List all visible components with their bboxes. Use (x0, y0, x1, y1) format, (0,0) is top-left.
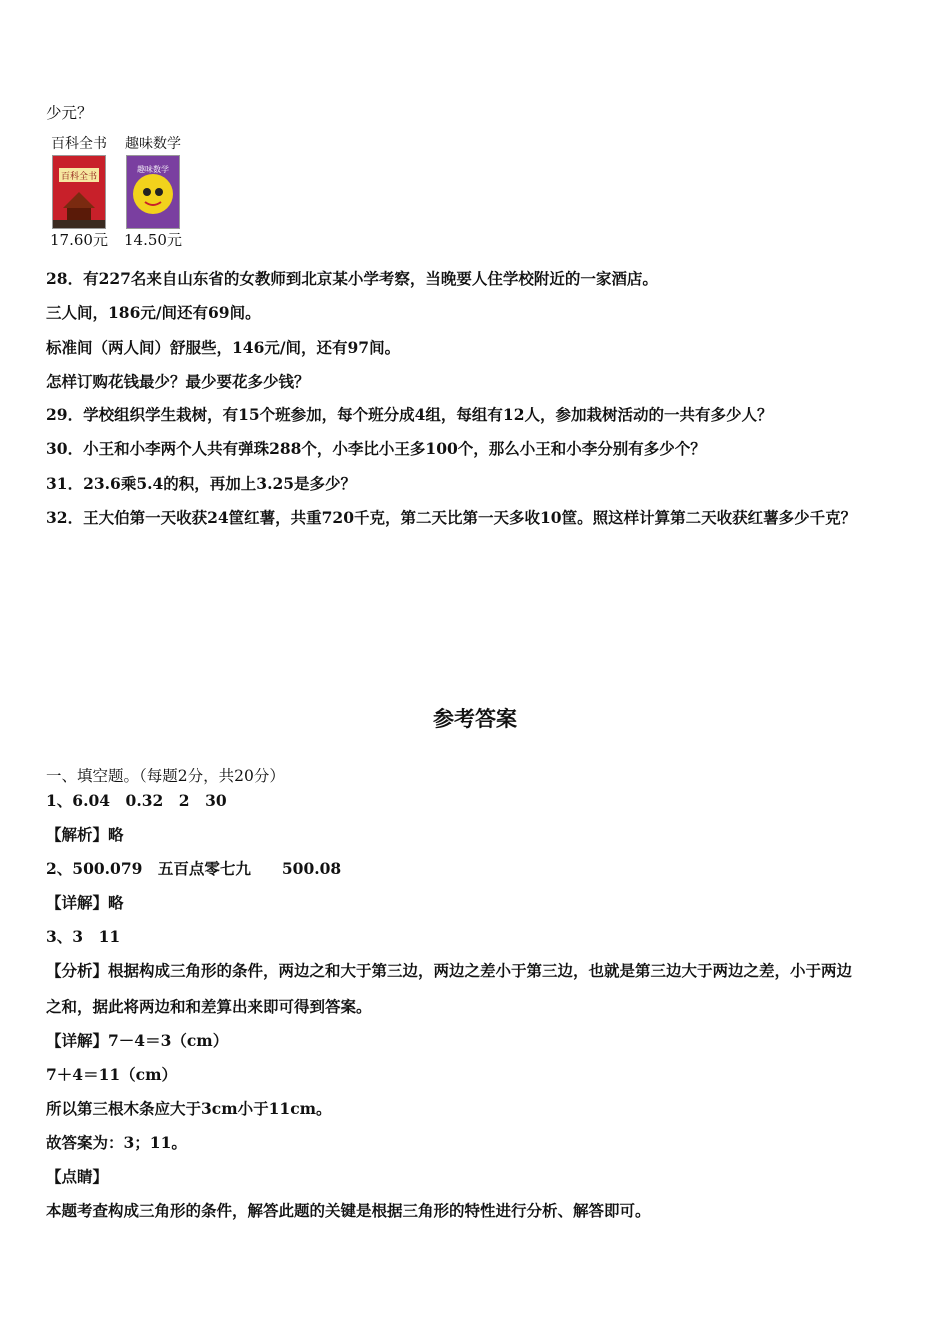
answer-3: 3、3 11 (46, 927, 121, 946)
answer-1-note: 【解析】略 (46, 825, 124, 844)
answer-3-detail-1: 【详解】7－4＝3（cm） (46, 1031, 229, 1050)
answer-3-comment-label: 【点睛】 (46, 1167, 109, 1186)
book-title: 百科全书 (51, 136, 107, 152)
book-fun-math (118, 133, 188, 251)
answers-title: 参考答案 (433, 707, 517, 731)
book-title: 趣味数学 (125, 136, 181, 152)
answer-3-detail-2: 7＋4＝11（cm） (46, 1065, 177, 1084)
book-price: 14.50元 (124, 231, 182, 249)
answer-3-analysis-line-2: 之和，据此将两边和和差算出来即可得到答案。 (46, 997, 372, 1016)
question-32: 32．王大伯第一天收获24筐红薯，共重720千克，第二天比第一天多收10筐。照这样计算第二天收获红薯多少千克？ (46, 508, 857, 527)
question-28: 28．有227名来自山东省的女教师到北京某小学考察，当晚要人住学校附近的一家酒店。 (46, 269, 658, 288)
book-cover-image (52, 155, 106, 229)
question-28-ask: 怎样订购花钱最少？最少要花多少钱？ (46, 372, 310, 391)
question-30: 30．小王和小李两个人共有弹珠288个，小李比小王多100个，那么小王和小李分别有多少个？ (46, 439, 706, 458)
book-price: 17.60元 (50, 231, 108, 249)
cover-label: 百科全书 (60, 172, 98, 182)
question-29: 29．学校组织学生栽树，有15个班参加，每个班分成4组，每组有12人，参加栽树活动的一共有多少人？ (46, 405, 773, 424)
answer-3-detail-4: 故答案为：3；11。 (46, 1133, 187, 1152)
answer-3-detail-3: 所以第三根木条应大于3cm小于11cm。 (46, 1099, 332, 1118)
answer-2-note: 【详解】略 (46, 893, 124, 912)
answer-3-analysis-line-1: 【分析】根据构成三角形的条件，两边之和大于第三边，两边之差小于第三边，也就是第三边大于两边之差，小于两边 (46, 961, 853, 980)
answer-2: 2、500.079 五百点零七九 500.08 (46, 859, 342, 878)
question-28-triple-room: 三人间，186元/间还有69间。 (46, 303, 261, 322)
book-cover-image (126, 155, 180, 229)
fun-math-cover-icon (127, 156, 179, 228)
question-28-double-room: 标准间（两人间）舒服些，146元/间，还有97间。 (46, 338, 401, 357)
answer-3-comment: 本题考查构成三角形的条件，解答此题的关键是根据三角形的特性进行分析、解答即可。 (46, 1201, 651, 1220)
cover-label: 趣味数学 (137, 165, 169, 174)
answers-section-heading: 一、填空题。（每题2分，共20分） (46, 767, 285, 785)
question-31: 31．23.6乘5.4的积，再加上3.25是多少？ (46, 474, 357, 493)
encyclopedia-cover-icon (53, 156, 105, 228)
answer-1: 1、6.04 0.32 2 30 (46, 791, 227, 810)
book-encyclopedia (44, 133, 114, 251)
question-continuation: 少元？ (46, 104, 93, 122)
